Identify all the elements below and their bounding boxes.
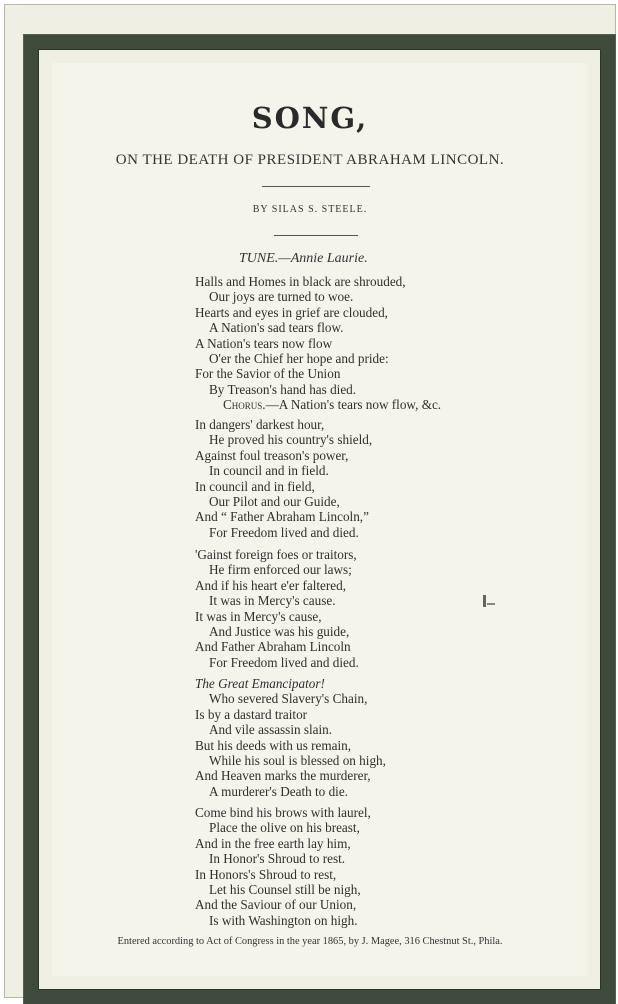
copyright-footer: Entered according to Act of Congress in the year 1865, by J. Magee, 316 Chestnut St., Phila.: [117, 936, 503, 947]
verse-line: Our Pilot and our Guide,: [209, 494, 340, 510]
verse-line: Place the olive on his breast,: [209, 820, 360, 836]
author-byline: BY SILAS S. STEELE.: [252, 204, 368, 215]
verse-line: For Freedom lived and died.: [209, 654, 359, 670]
tune-label: TUNE.—Annie Laurie.: [239, 251, 368, 266]
verse-line: Who severed Slavery's Chain,: [209, 691, 368, 707]
verse-line: Our joys are turned to woe.: [209, 289, 354, 305]
verse-line: For Freedom lived and died.: [209, 524, 359, 540]
verse-line: But his deeds with us remain,: [195, 737, 352, 753]
verse-line: A Nation's tears now flow: [195, 335, 333, 351]
verse-line: In council and in field,: [195, 478, 315, 494]
verse-line: A Nation's sad tears flow.: [209, 320, 344, 336]
chorus-text: —A Nation's tears now flow, &c.: [265, 397, 442, 413]
verse-line: And Heaven marks the murderer,: [195, 768, 371, 784]
verse-line: While his soul is blessed on high,: [209, 753, 386, 769]
verse-line: 'Gainst foreign foes or traitors,: [195, 547, 357, 562]
verse-line: Against foul treason's power,: [195, 447, 349, 463]
verse-line: And Justice was his guide,: [209, 624, 350, 640]
verse-line: In dangers' darkest hour,: [195, 417, 325, 432]
verse-line: Is with Washington on high.: [209, 912, 358, 928]
verse-line: Let his Counsel still be nigh,: [209, 882, 361, 898]
verse-line: And in the free earth lay him,: [195, 835, 351, 851]
verse-line: In Honors's Shroud to rest,: [195, 866, 337, 882]
stanza-5: [195, 805, 371, 928]
verse-line: Come bind his brows with laurel,: [195, 805, 371, 820]
verse-line: Is by a dastard traitor: [195, 706, 308, 722]
verse-line: Hearts and eyes in grief are clouded,: [195, 304, 388, 320]
verse-line: Halls and Homes in black are shrouded,: [195, 274, 406, 289]
verse-line: By Treason's hand has died.: [209, 381, 357, 397]
verse-line: And “ Father Abraham Lincoln,”: [195, 509, 369, 525]
verse-line: O'er the Chief her hope and pride:: [209, 351, 389, 367]
verse-line: It was in Mercy's cause,: [195, 608, 322, 624]
verse-line: The Great Emancipator!: [195, 676, 325, 691]
chorus-label: Chorus.: [223, 397, 266, 413]
ink-blot: [483, 595, 486, 607]
verse-line: In council and in field.: [209, 463, 329, 479]
verse-line: In Honor's Shroud to rest.: [209, 851, 346, 867]
verse-line: He proved his country's shield,: [209, 432, 373, 448]
verse-line: And if his heart e'er faltered,: [195, 577, 347, 593]
stanza-4: [195, 676, 386, 799]
verse-line: It was in Mercy's cause.: [209, 593, 336, 609]
broadside-sheet: [4, 4, 616, 998]
stanza-3: [195, 547, 359, 670]
verse-line: A murderer's Death to die.: [209, 783, 348, 799]
verse-line: And Father Abraham Lincoln: [195, 639, 351, 655]
verse-line: For the Savior of the Union: [195, 366, 341, 382]
divider-rule: [274, 235, 358, 236]
chorus-line: [195, 397, 441, 412]
stanza-1: [195, 274, 441, 413]
divider-rule: [262, 186, 370, 187]
stanza-2: [195, 417, 372, 540]
ink-blot: [487, 603, 495, 605]
verse-line: And the Saviour of our Union,: [195, 897, 357, 913]
verse-line: And vile assassin slain.: [209, 722, 333, 738]
song-title: SONG,: [251, 101, 369, 135]
song-subtitle: ON THE DEATH OF PRESIDENT ABRAHAM LINCOLN.: [115, 152, 505, 168]
verse-line: He firm enforced our laws;: [209, 562, 352, 578]
